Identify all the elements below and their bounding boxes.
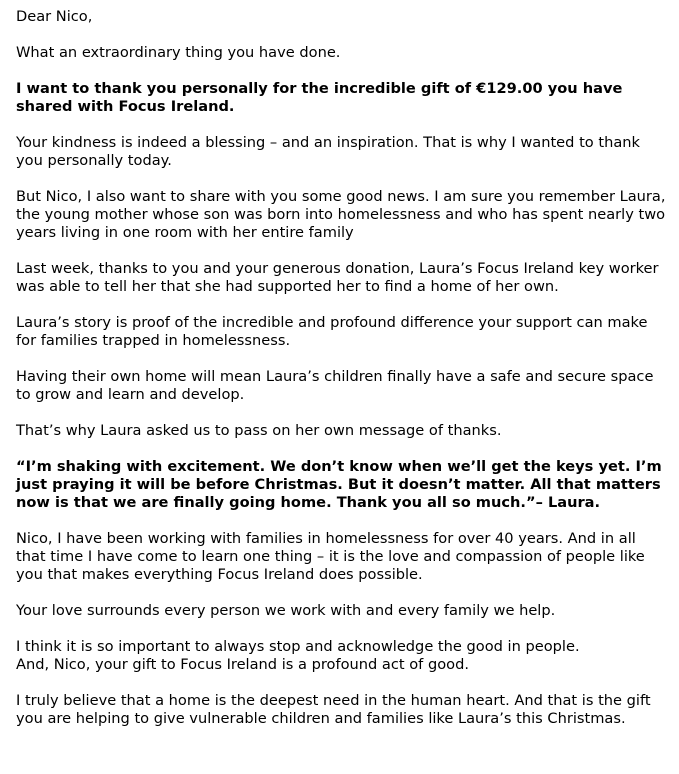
greeting: Dear Nico,: [16, 8, 93, 25]
own-home-paragraph: Having their own home will mean Laura’s children finally have a safe and secure space to grow and learn and develop.: [16, 368, 654, 403]
message-intro-paragraph: That’s why Laura asked us to pass on her own message of thanks.: [16, 422, 502, 439]
belief-paragraph: I truly believe that a home is the deepest need in the human heart. And that is the gift you are helping to give vulnerable children and families like Laura’s this Christmas.: [16, 692, 651, 727]
acknowledge-line: I think it is so important to always stop and acknowledge the good in people.: [16, 638, 580, 655]
act-of-good-line: And, Nico, your gift to Focus Ireland is a profound act of good.: [16, 656, 469, 673]
laura-quote: “I’m shaking with excitement. We don’t know when we’ll get the keys yet. I’m just praying it will be before Christmas. But it doesn’t matter. All that matters now is that we are finally going home. Thank you all so much.”– Laura.: [16, 458, 662, 511]
last-week-paragraph: Last week, thanks to you and your generous donation, Laura’s Focus Ireland key worker was able to tell her that she had supported her to find a home of her own.: [16, 260, 659, 295]
good-news-paragraph: But Nico, I also want to share with you some good news. I am sure you remember Laura, the young mother whose son was born into homelessness and who has spent nearly two years living in one room with her entire family: [16, 188, 666, 241]
opening-paragraph: What an extraordinary thing you have done.: [16, 44, 341, 61]
thanks-gift-paragraph: I want to thank you personally for the incredible gift of €129.00 you have shared with Focus Ireland.: [16, 80, 623, 115]
proof-paragraph: Laura’s story is proof of the incredible and profound difference your support can make for families trapped in homelessness.: [16, 314, 648, 349]
love-paragraph: Your love surrounds every person we work with and every family we help.: [16, 602, 556, 619]
experience-paragraph: Nico, I have been working with families in homelessness for over 40 years. And in all that time I have come to learn one thing – it is the love and compassion of people like you that makes everything Focus Ireland does possible.: [16, 530, 645, 583]
kindness-paragraph: Your kindness is indeed a blessing – and an inspiration. That is why I wanted to thank you personally today.: [16, 134, 640, 169]
